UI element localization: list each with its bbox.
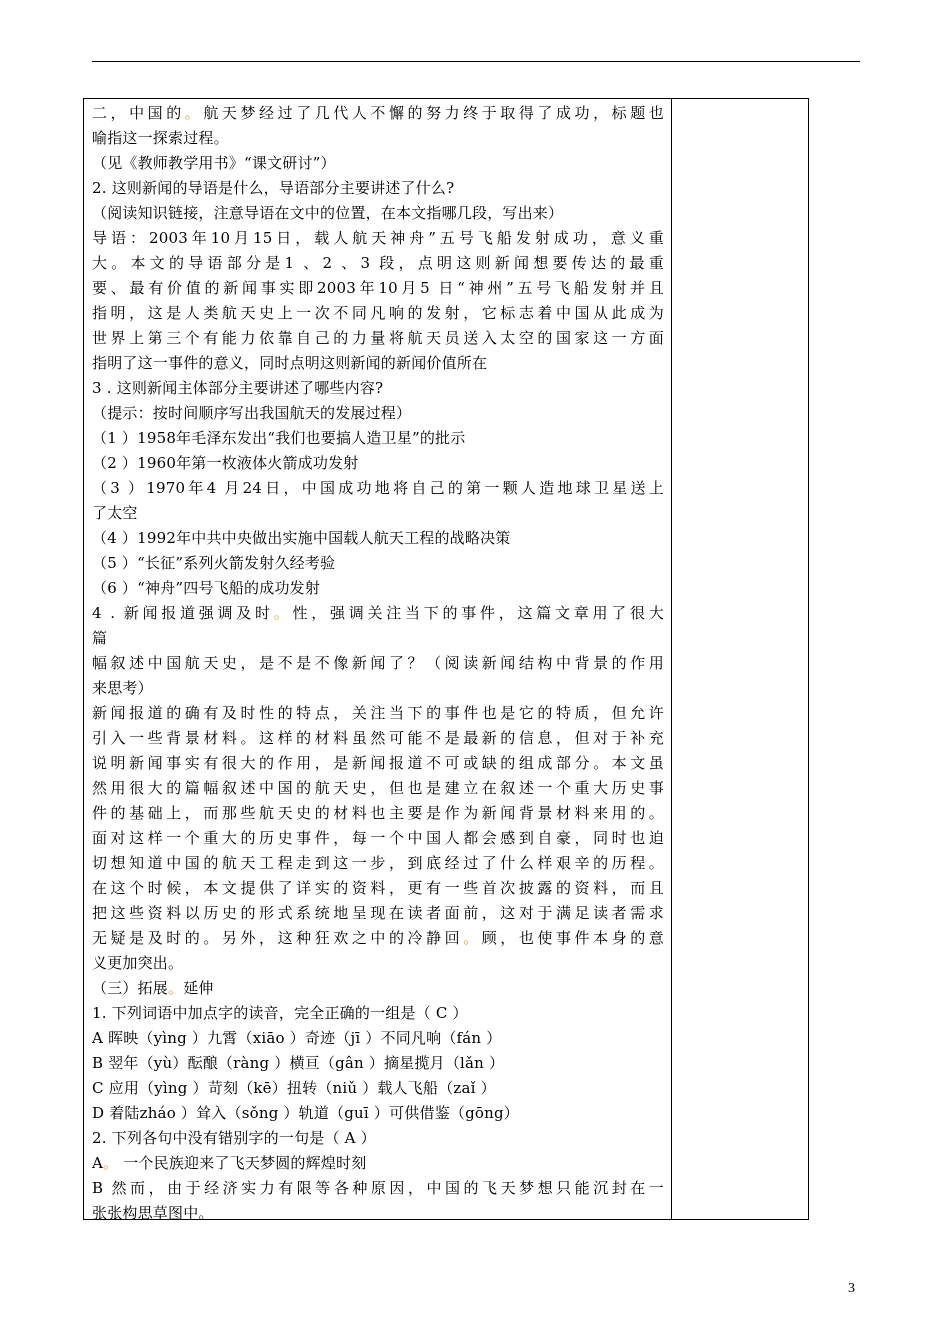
text-segment: 大。本文的导语部分是1 、2 、3 段，点明这则新闻想要传达的最重 [92,254,664,272]
text-segment: 件的基础上，而那些航天史的材料也主要是作为新闻背景材料来用的。 [92,804,664,822]
text-segment: 面对这样一个重大的历史事件，每一个中国人都会感到自豪，同时也迫 [92,829,664,847]
text-line [92,551,664,576]
text-line [92,751,664,776]
text-line [92,351,664,376]
text-line [92,676,664,701]
text-line [92,951,664,976]
text-segment: A 晖映（yìng ）九霄（xiāo ）奇迹（jī ）不同凡响（fán ） [92,1029,502,1047]
text-line [92,476,664,501]
text-segment: 张张构思草图中。 [92,1204,214,1222]
text-line [92,401,664,426]
header-rule [92,61,860,62]
text-segment: 幅叙述中国航天史，是不是不像新闻了？（阅读新闻结构中背景的作用 [92,654,664,672]
text-line [92,451,664,476]
text-segment: （见《教师教学用书》“课文研讨”） [92,154,336,172]
text-line [92,226,664,251]
text-line [92,201,664,226]
text-segment: 篇 [92,629,108,647]
text-line [92,1026,664,1051]
emphasis-mark: 。 [273,604,293,622]
text-line [92,726,664,751]
text-line [92,601,664,626]
text-segment: 喻指这一探索过程。 [92,129,229,147]
text-segment: 导语：2003年10月15日，载人航天神舟”五号飞船发射成功，意义重 [92,229,664,247]
text-segment: （1 ）1958年毛泽东发出“我们也要搞人造卫星”的批示 [92,429,466,447]
text-segment: 指明，这是人类航天史上一次不同凡响的发射，它标志着中国从此成为 [92,304,664,322]
text-segment: C 应用（yìng ）苛刻（kē）扭转（niǔ ）载人飞船（zaǐ ） [92,1079,496,1097]
text-line [92,826,664,851]
text-segment: 切想知道中国的航天工程走到这一步，到底经过了什么样艰辛的历程。 [92,854,664,872]
text-segment: 指明了这一事件的意义，同时点明这则新闻的新闻价值所在 [92,354,488,372]
text-segment: 一个民族迎来了飞天梦圆的辉煌时刻 [118,1154,367,1172]
text-line [92,651,664,676]
text-segment: （提示：按时间顺序写出我国航天的发展过程） [92,404,412,422]
emphasis-mark: 。 [103,1154,119,1172]
text-segment: 2. 这则新闻的导语是什么，导语部分主要讲述了什么? [92,179,455,197]
text-segment: 在这个时候，本文提供了详实的资料，更有一些首次披露的资料，而且 [92,879,664,897]
text-line [92,376,664,401]
text-line [92,901,664,926]
text-segment: 说明新闻事实有很大的作用，是新闻报道不可或缺的组成部分。本文虽 [92,754,664,772]
text-line [92,801,664,826]
text-line [92,851,664,876]
text-line [92,276,664,301]
text-segment: （4 ）1992年中共中央做出实施中国载人航天工程的战略决策 [92,529,511,547]
text-line [92,301,664,326]
text-segment: 1. 下列词语中加点字的读音，完全正确的一组是（ C ） [92,1004,468,1022]
text-line [92,1051,664,1076]
text-line [92,1176,664,1201]
text-segment: B 然而，由于经济实力有限等各种原因，中国的飞天梦想只能沉封在一 [92,1179,664,1197]
text-line [92,701,664,726]
text-line [92,1076,664,1101]
text-line [92,576,664,601]
text-segment: 延伸 [183,979,214,997]
emphasis-mark: 。 [168,979,184,997]
text-segment: （2 ）1960年第一枚液体火箭成功发射 [92,454,359,472]
text-line [92,1001,664,1026]
notes-column-divider [671,99,672,1219]
text-line [92,1201,664,1226]
main-text-cell [92,101,664,1226]
text-segment: 无疑是及时的。另外，这种狂欢之中的冷静回 [92,929,464,947]
text-line [92,776,664,801]
text-segment: 2. 下列各句中没有错别字的一句是（ A ） [92,1129,376,1147]
text-segment: 3 . 这则新闻主体部分主要讲述了哪些内容? [92,379,384,397]
content-table [83,98,809,1220]
emphasis-mark: 。 [184,104,204,122]
text-line [92,126,664,151]
text-segment: 要、最有价值的新闻事实即2003年10月5 日“神州”五号飞船发射并且 [92,279,664,297]
page-number: 3 [848,1281,855,1296]
text-line [92,1126,664,1151]
text-line [92,876,664,901]
text-segment: A [92,1154,104,1172]
text-segment: 引入一些背景材料。这样的材料虽然可能不是最新的信息，但对于补充 [92,729,664,747]
text-segment: （三）拓展 [92,979,169,997]
text-segment: 然用很大的篇幅叙述中国的航天史，但也是建立在叙述一个重大历史事 [92,779,664,797]
text-line [92,101,664,126]
text-segment: （3 ）1970年4 月24日，中国成功地将自己的第一颗人造地球卫星送上 [92,479,664,497]
text-segment: 二，中国的 [92,104,185,122]
text-line [92,1151,664,1176]
text-segment: 来思考） [92,679,153,697]
text-segment: D 着陆zháo ）耸入（sǒng ）轨道（guī ）可供借鉴（gōng） [92,1104,519,1122]
text-segment: （5 ）“长征”系列火箭发射久经考验 [92,554,336,572]
text-segment: 新闻报道的确有及时性的特点，关注当下的事件也是它的特质，但允许 [92,704,664,722]
text-line [92,926,664,951]
text-segment: 世界上第三个有能力依靠自己的力量将航天员送入太空的国家这一方面 [92,329,664,347]
text-segment: （6 ）“神舟”四号飞船的成功发射 [92,579,321,597]
text-segment: （阅读知识链接，注意导语在文中的位置，在本文指哪几段，写出来） [92,204,564,222]
text-segment: 4 . 新闻报道强调及时 [92,604,274,622]
text-segment: 顾，也使事件本身的意 [481,929,664,947]
text-segment: B 翌年（yù）酝酿（ràng ）横亘（gân ）摘星揽月（lǎn ） [92,1054,505,1072]
text-line [92,176,664,201]
text-line [92,326,664,351]
text-segment: 了太空 [92,504,138,522]
text-line [92,501,664,526]
text-segment: 性，强调关注当下的事件，这篇文章用了很大 [292,604,665,622]
text-segment: 把这些资料以历史的形式系统地呈现在读者面前，这对于满足读者需求 [92,904,664,922]
text-line [92,251,664,276]
text-line [92,426,664,451]
emphasis-mark: 。 [463,929,482,947]
text-segment: 义更加突出。 [92,954,184,972]
text-line [92,626,664,651]
text-segment: 航天梦经过了几代人不懈的努力终于取得了成功，标题也 [203,104,664,122]
text-line [92,151,664,176]
text-line [92,976,664,1001]
text-line [92,526,664,551]
text-line [92,1101,664,1126]
